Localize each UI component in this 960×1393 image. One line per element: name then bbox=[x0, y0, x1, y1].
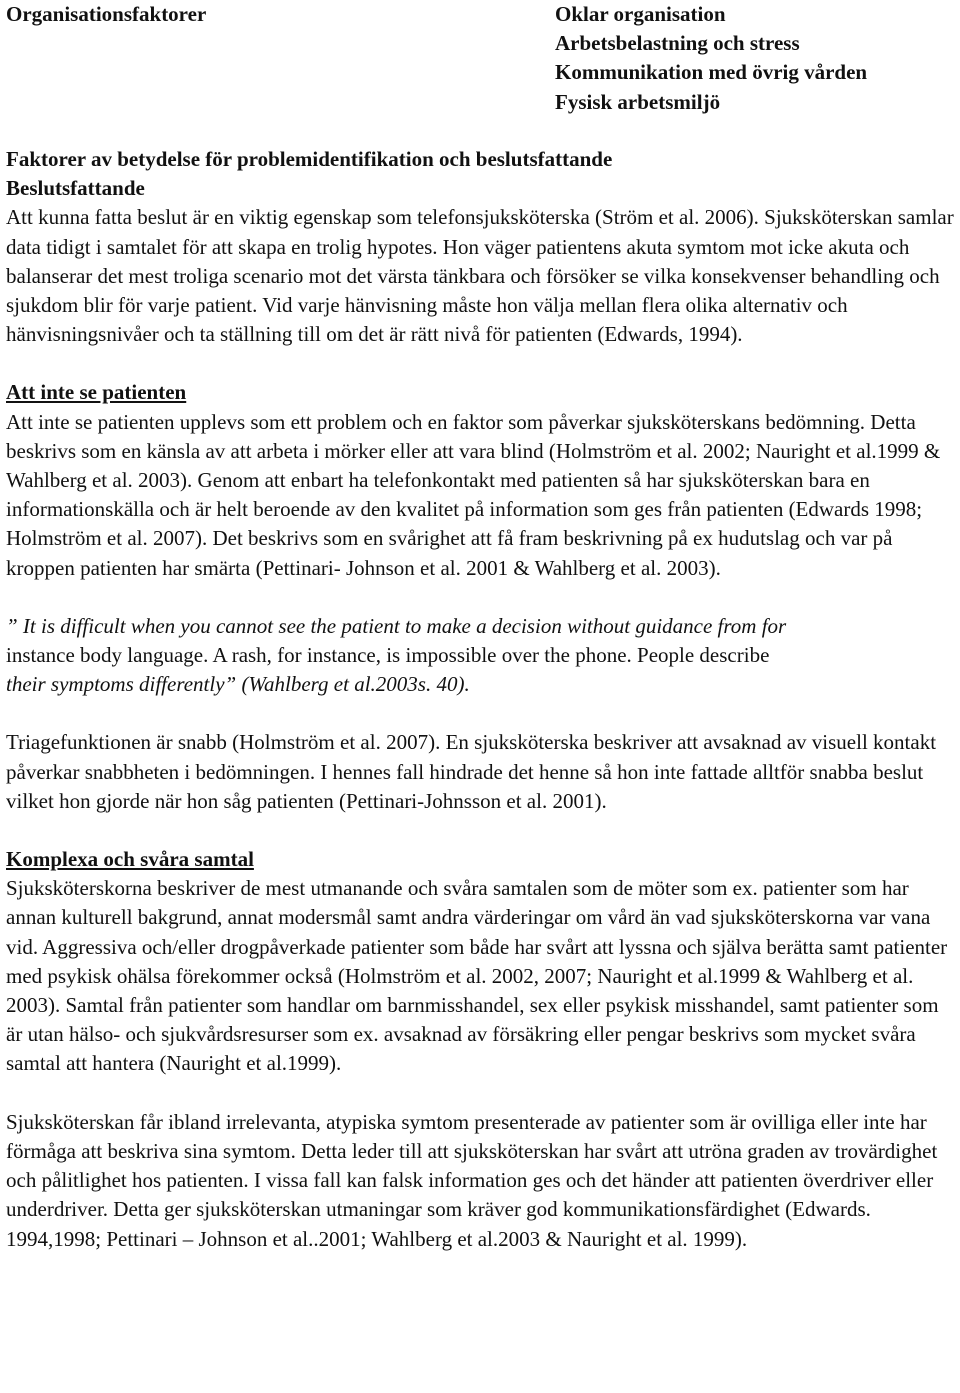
organisation-factors-label: Organisationsfaktorer bbox=[6, 2, 207, 26]
factor-item: Oklar organisation bbox=[555, 2, 726, 26]
quote-close: their symptoms differently” (Wahlberg et al.2003s. 40). bbox=[6, 672, 470, 697]
quote-open: ” It is difficult when you cannot see the patient to make a decision without guidance from for bbox=[6, 613, 787, 638]
section-heading-complex-calls: Komplexa och svåra samtal bbox=[6, 847, 254, 872]
factor-item: Fysisk arbetsmiljö bbox=[555, 89, 721, 114]
complex-calls-paragraph: Sjuksköterskorna beskriver de mest utmanande och svåra samtalen som de möter som ex. patienter som har annan kulturell bakgrund, annat modersmål samt andra värderingar om vård än vad sjuksköterskorna var vana vid. Aggressiva och/eller drogpåverkade patienter som både har svårt att lyssna och själva berätta samt patienter med psykisk ohälsa förekommer också (Holmström et al. 2002, 2007; Nauright et al.1999 & Wahlberg et al. 2003). Samtal från patienter som handlar om barnmisshandel, sex eller psykisk misshandel, samt patienter som är utan hälso- och sjukvårdsresurser som ex. avsaknad av försäkring eller pengar beskrivs som mycket svåra samtal att hantera (Nauright et al.1999). bbox=[6, 876, 948, 1076]
factor-item: Arbetsbelastning och stress bbox=[555, 31, 800, 56]
quote-middle: instance body language. A rash, for instance, is impossible over the phone. People describe bbox=[6, 643, 770, 668]
atypical-symptoms-paragraph: Sjuksköterskan får ibland irrelevanta, atypiska symtom presenterade av patienter som är ovilliga eller inte har förmåga att beskriva sina symtom. Detta leder till att sjuksköterskan har svårt att utröna graden av trovärdighet och pålitlighet hos patienten. I vissa fall kan falsk information ges och det händer att patienten överdriver eller underdriver. Detta ger sjuksköterskan utmaningar som kräver god kommunikationsfärdighet (Edwards. 1994,1998; Pettinari – Johnson et al..2001; Wahlberg et al.2003 & Nauright et al. 1999). bbox=[6, 1109, 938, 1251]
factor-item: Kommunikation med övrig vården bbox=[555, 60, 868, 85]
quote-block bbox=[6, 612, 956, 700]
header-block bbox=[6, 0, 956, 116]
organisation-factors-list bbox=[555, 0, 867, 117]
section-heading-not-seeing-patient: Att inte se patienten bbox=[6, 380, 187, 405]
subsection-heading: Beslutsfattande bbox=[6, 176, 145, 201]
decision-making-paragraph: Att kunna fatta beslut är en viktig egenskap som telefonsjuksköterska (Ström et al. 2006). Sjuksköterskan samlar data tidigt i samtalet för att skapa en trolig hypotes. Hon väger patientens akuta symtom mot icke akuta och balanserar det mest troliga scenario mot det värsta tänkbara och försöker se vilka konsekvenser behandling och sjukdom blir för varje patient. Vid varje hänvisning måste hon välja mellan flera olika alternativ och hänvisningsnivåer och ta ställning till om det är rätt nivå för patienten (Edwards, 1994). bbox=[6, 205, 954, 347]
not-seeing-patient-paragraph: Att inte se patienten upplevs som ett problem och en faktor som påverkar sjuksköterskans bedömning. Detta beskrivs som en känsla av att arbeta i mörker eller att vara blind (Holmström et al. 2002; Nauright et al.1999 & Wahlberg et al. 2003). Genom att enbart ha telefonkontakt med patienten så har sjuksköterskan bara en informationskälla och är helt beroende av den kvalitet på information som ges från patienten (Edwards 1998; Holmström et al. 2007). Det beskrivs som en svårighet att få fram beskrivning på ex hudutslag och var på kroppen patienten har smärta (Pettinari- Johnson et al. 2001 & Wahlberg et al. 2003). bbox=[6, 409, 941, 580]
triage-paragraph: Triagefunktionen är snabb (Holmström et al. 2007). En sjuksköterska beskriver att avsaknad av visuell kontakt påverkar snabbheten i bedömningen. I hennes fall hindrade det henne så hon inte fattade alltför snabba beslut vilket hon gjorde när hon såg patienten (Pettinari-Johnsson et al. 2001). bbox=[6, 730, 937, 813]
document-page bbox=[6, 0, 956, 1254]
section-heading: Faktorer av betydelse för problemidentifikation och beslutsfattande bbox=[6, 147, 613, 171]
